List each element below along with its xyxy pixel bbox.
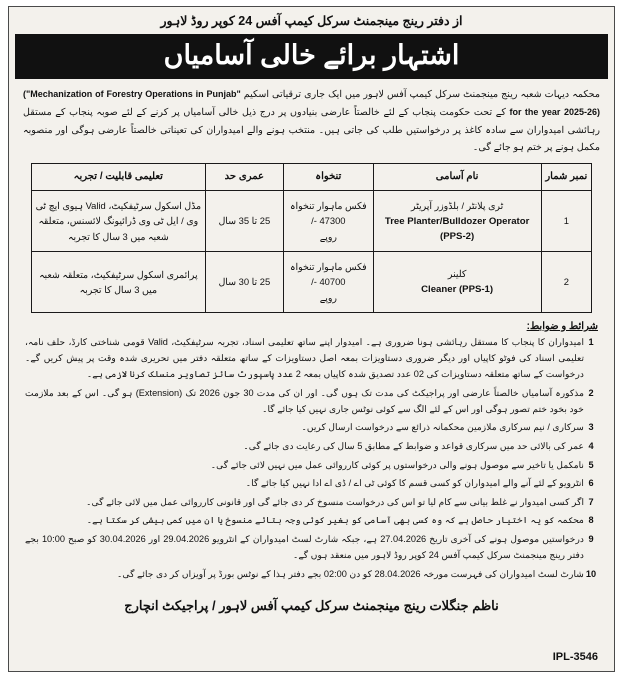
- table-row: [32, 251, 592, 312]
- condition-text: انٹرویو کے لئے آنے والے امیدواران کو کسی قسم کا کوئی ٹی اے / ڈی اے ادا نہیں کیا جائے گا۔: [245, 478, 584, 489]
- condition-text: درخواستیں موصول ہونے کی آخری تاریخ 27.04.2026 ہے، جبکہ شارٹ لسٹ امیدواران کے انٹرویو 29.04.2026 اور 30.04.2026 کو صبح 10:00 بجے دفتر رینج مینجمنٹ سرکل کیمپ آفس 24 کوپر روڈ لاہور میں منعقد ہوں گے۔: [25, 534, 585, 561]
- table-row: [32, 190, 592, 251]
- condition-number: 1: [588, 336, 594, 347]
- condition-number: 9: [588, 534, 594, 545]
- reference-number: IPL-3546: [552, 651, 598, 663]
- row-pay-unit: روپے: [319, 291, 337, 303]
- row-serial: 2: [541, 251, 591, 312]
- condition-item: [25, 419, 598, 435]
- jobs-table: [31, 163, 592, 313]
- condition-item: [25, 334, 598, 382]
- conditions-title: شرائط و ضوابط:: [526, 320, 598, 332]
- header-qualification: تعلیمی قابلیت / تجربہ: [32, 163, 206, 190]
- office-header: از دفتر رینج مینجمنٹ سرکل کیمپ آفس 24 کوپر روڈ لاہور: [160, 14, 463, 28]
- row-qualification: پرائمری اسکول سرٹیفکیٹ، متعلقہ شعبہ میں 3 سال کا تجربہ: [32, 251, 206, 312]
- header-post: نام آسامی: [373, 163, 541, 190]
- header-age: عمری حد: [205, 163, 283, 190]
- row-pay-unit: روپے: [319, 230, 337, 242]
- row-age: 25 تا 30 سال: [205, 251, 283, 312]
- condition-text: شارٹ لسٹ امیدواران کی فہرست مورخہ 28.04.2026 کو دن 02:00 بجے دفتر ہذا کے نوٹس بورڈ پر آویزاں کر دی جائے گی۔: [117, 568, 584, 579]
- intro-pre-text: محکمہ دیہات شعبہ رینج مینجمنٹ سرکل کیمپ آفس لاہور میں ایک جاری ترقیاتی اسکیم: [243, 89, 601, 101]
- condition-text: اگر کسی امیدوار نے غلط بیانی سے کام لیا تو اس کی درخواست منسوخ کر دی جائے گی اور قانونی کارروائی عمل میں لائی جائے گی۔: [86, 496, 584, 507]
- condition-text: نامکمل یا تاخیر سے موصول ہونے والی درخواستوں پر کوئی کارروائی عمل میں نہیں لائی جائے گی۔: [210, 459, 584, 470]
- condition-number: 8: [588, 515, 594, 526]
- condition-text: امیدواران کا پنجاب کا مستقل رہائشی ہونا ضروری ہے۔ امیدوار اپنے ساتھ تعلیمی اسناد، تجربہ سرٹیفکیٹ، Valid قومی شناختی کارڈ، حلف نامہ، تعلیمی اسناد کی فوٹو کاپیاں اور دیگر ضروری دستاویزات بمعہ اصل دستاویزات کے ساتھ متعلقہ دفتر میں تحریری شدہ وقت پر پیش کریں گے۔ درخواست کے ساتھ متعلقہ دستاویزات کی 02 عدد تصدیق شدہ کاپیاں بمعہ 2 عدد پاسپورٹ سائز تصاویر منسلک کرنا لازمی ہے۔: [25, 336, 585, 380]
- row-post: [373, 190, 541, 251]
- condition-number: 5: [588, 459, 594, 470]
- intro-paragraph: [9, 79, 614, 161]
- condition-text: عمر کی بالائی حد میں سرکاری قواعد و ضوابط کے مطابق 5 سال کی رعایت دی جائے گی۔: [243, 441, 584, 452]
- row-post-urdu: ٹری پلانٹر / بلڈوزر آپریٹر: [411, 199, 504, 211]
- advertisement-sheet: [8, 6, 615, 672]
- scheme-name-english: ("Mechanization of Forestry Operations in Punjab" for the year: [23, 89, 561, 117]
- row-pay-amount: /- 47300: [311, 215, 346, 227]
- row-post-english: Cleaner (PPS-1): [421, 284, 494, 296]
- row-post: [373, 251, 541, 312]
- condition-number: 6: [588, 478, 594, 489]
- scheme-year: 2025-26): [563, 106, 600, 117]
- condition-text: سرکاری / نیم سرکاری ملازمین محکمانہ ذرائع سے درخواست ارسال کریں۔: [301, 422, 584, 433]
- issuing-authority: ناظم جنگلات رینج مینجمنٹ سرکل کیمپ آفس لاہور / پراجیکٹ انچارج: [124, 598, 499, 614]
- banner-title: اشتہار برائے خالی آسامیاں: [163, 40, 460, 70]
- condition-text: محکمہ کو یہ اختیار حاصل ہے کہ وہ کسی بھی آسامی کو بغیر کوئی وجہ بتائے منسوخ یا ان میں کمی بیشی کر سکتا ہے۔: [86, 515, 584, 526]
- conditions-list: [9, 334, 614, 588]
- table-header-row: [32, 163, 592, 190]
- header-pay: تنخواہ: [284, 163, 374, 190]
- row-pay-label: فکس ماہوار تنخواہ: [290, 200, 367, 212]
- condition-number: 2: [588, 387, 594, 398]
- condition-item: [25, 566, 598, 582]
- intro-body-text: کے تحت حکومت پنجاب کے لئے خالصتاً عارضی بنیادوں پر درج ذیل خالی آسامیاں پر کرنے کے لئے صوبہ پنجاب کے مستقل رہائشی امیدواران سے سادہ کاغذ پر درخواستیں طلب کی جاتی ہیں۔ منتخب ہونے والے امیدواران کی تعیناتی خالصتاً عارضی ہوگی اور منصوبہ مکمل ہونے پر ختم ہو جائے گی۔: [23, 106, 600, 154]
- condition-text: مذکورہ آسامیاں خالصتاً عارضی اور پراجیکٹ کی مدت تک ہوں گی۔ اور ان کی مدت 30 جون 2026 تک (Extension) ہو گی۔ اس کے بعد ملازمت خود بخود ختم تصور ہوگی اور اس کے لئے الگ سے کوئی نوٹس جاری نہیں کیا جائے گا۔: [25, 387, 584, 414]
- row-pay: [284, 190, 374, 251]
- condition-item: [25, 438, 598, 454]
- row-serial: 1: [541, 190, 591, 251]
- row-pay: [284, 251, 374, 312]
- jobs-table-wrapper: [9, 161, 614, 317]
- condition-item: [25, 494, 598, 510]
- condition-item: [25, 385, 598, 417]
- row-age: 25 تا 35 سال: [205, 190, 283, 251]
- row-pay-amount: /- 40700: [311, 276, 346, 288]
- condition-item: [25, 512, 598, 528]
- condition-number: 7: [588, 496, 594, 507]
- condition-number: 4: [588, 441, 594, 452]
- row-post-urdu: کلینر: [447, 268, 467, 280]
- condition-number: 10: [585, 568, 597, 579]
- condition-number: 3: [588, 422, 594, 433]
- advertisement-banner: [15, 34, 608, 79]
- row-post-english: Tree Planter/Bulldozer Operator (PPS-2): [384, 215, 530, 242]
- condition-item: [25, 457, 598, 473]
- row-qualification: مڈل اسکول سرٹیفکیٹ، Valid ہیوی ایچ ٹی وی / ایل ٹی وی ڈرائیونگ لائسنس، متعلقہ شعبہ میں 3 سال کا تجربہ: [32, 190, 206, 251]
- row-pay-label: فکس ماہوار تنخواہ: [290, 261, 367, 273]
- condition-item: [25, 475, 598, 491]
- condition-item: [25, 531, 598, 563]
- header-serial: نمبر شمار: [541, 163, 591, 190]
